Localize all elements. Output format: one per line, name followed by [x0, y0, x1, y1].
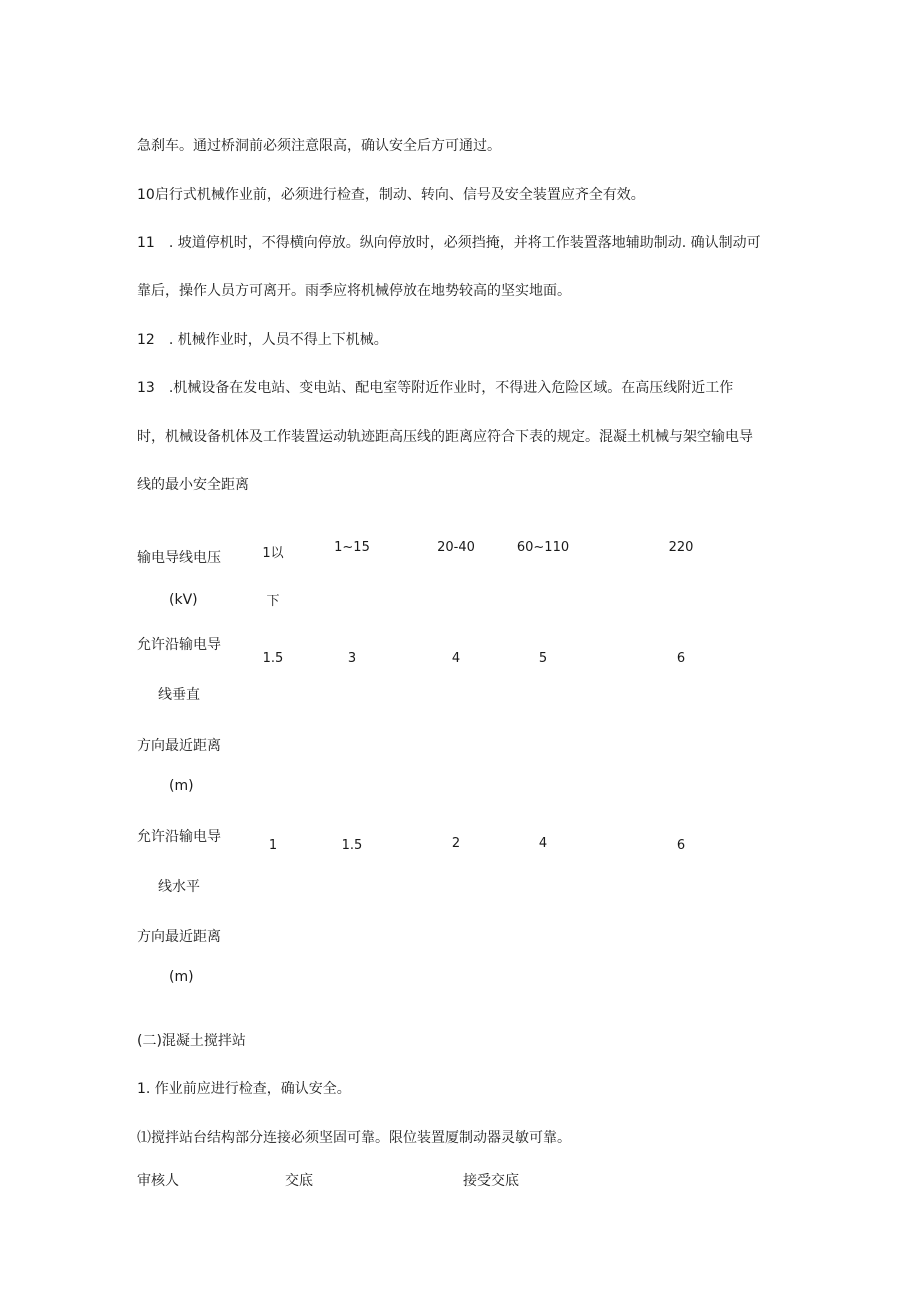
handover-label: 交底 — [285, 1173, 313, 1189]
table-cell: 1 — [268, 838, 278, 853]
table-row-label: 允许沿输电导 — [137, 637, 221, 653]
paragraph-text: 10启行式机械作业前，必须进行检查，制动、转向、信号及安全装置应齐全有效。 — [137, 187, 645, 203]
table-cell: 下 — [266, 594, 280, 609]
paragraph-text: 时，机械设备机体及工作装置运动轨迹距高压线的距离应符合下表的规定。混凝土机械与架空输电导 — [137, 429, 753, 445]
paragraph-text: 靠后，操作人员方可离开。雨季应将机械停放在地势较高的坚实地面。 — [137, 283, 571, 299]
table-cell: 4 — [451, 651, 461, 666]
table-cell: 6 — [676, 838, 686, 853]
table-row-label: (m) — [169, 969, 194, 985]
table-cell: 4 — [538, 836, 548, 851]
table-cell: 1.5 — [262, 651, 284, 666]
reviewer-label: 审核人 — [137, 1173, 179, 1189]
table-row-label: 线水平 — [158, 879, 200, 895]
table-cell: 220 — [668, 540, 694, 555]
paragraph-text: 线的最小安全距离 — [137, 477, 249, 493]
table-cell: 5 — [538, 651, 548, 666]
table-cell: 1.5 — [341, 838, 363, 853]
table-row-label: (kV) — [169, 592, 198, 608]
paragraph-text: 急刹车。通过桥洞前必须注意限高，确认安全后方可通过。 — [137, 138, 501, 154]
table-row-label: 方向最近距离 — [137, 929, 221, 945]
receiver-label: 接受交底 — [463, 1173, 519, 1189]
table-cell: 3 — [347, 651, 357, 666]
list-item: 1. 作业前应进行检查，确认安全。 — [137, 1081, 351, 1097]
table-row-label: 线垂直 — [158, 687, 200, 703]
table-row-label: 允许沿输电导 — [137, 829, 221, 845]
table-cell: 2 — [451, 836, 461, 851]
table-cell: 1以 — [262, 546, 284, 561]
table-row-label: (m) — [169, 778, 194, 794]
table-cell: 60~110 — [516, 540, 570, 555]
table-cell: 1~15 — [334, 540, 370, 555]
paragraph-text: 13 .机械设备在发电站、变电站、配电室等附近作业时，不得进入危险区域。在高压线附近工作 — [137, 380, 734, 396]
list-item: ⑴搅拌站台结构部分连接必须坚固可靠。限位装置厦制动器灵敏可靠。 — [137, 1130, 571, 1146]
paragraph-text: 12 . 机械作业时，人员不得上下机械。 — [137, 332, 388, 348]
table-row-label: 方向最近距离 — [137, 738, 221, 754]
table-cell: 20-40 — [437, 540, 475, 555]
paragraph-text: 11 . 坡道停机时，不得横向停放。纵向停放时，必须挡掩，并将工作装置落地辅助制动. 确认制动可 — [137, 235, 761, 251]
table-cell: 6 — [676, 651, 686, 666]
section-heading: (二)混凝土搅拌站 — [137, 1033, 246, 1049]
table-row-label: 输电导线电压 — [137, 550, 221, 566]
